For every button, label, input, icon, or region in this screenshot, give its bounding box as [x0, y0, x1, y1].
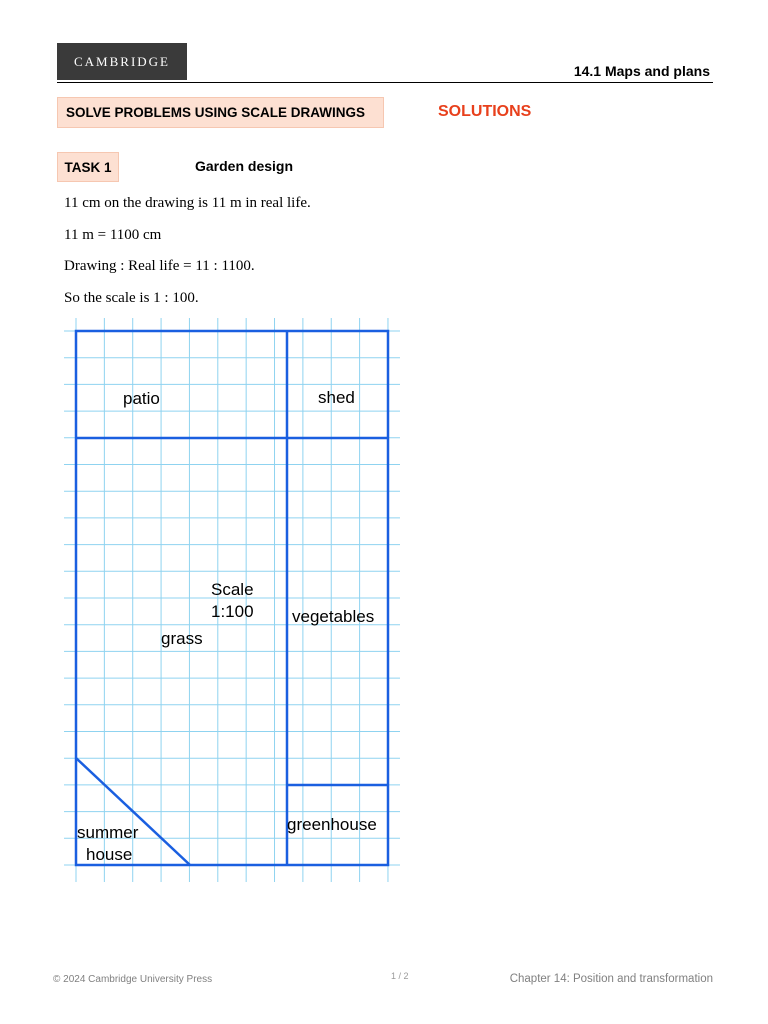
vegetables-label: vegetables	[292, 607, 375, 626]
task-title: Garden design	[195, 158, 294, 174]
footer-page-number: 1 / 2	[391, 971, 409, 981]
solution-line-2: 11 m = 1100 cm	[64, 227, 162, 243]
section-title: 14.1 Maps and plans	[573, 63, 710, 79]
task-label: TASK 1	[64, 159, 112, 175]
scale-label-line2: 1:100	[211, 602, 254, 621]
logo-text: CAMBRIDGE	[73, 53, 170, 69]
summer-house-label-line2: house	[86, 845, 133, 864]
footer-copyright: © 2024 Cambridge University Press	[53, 974, 213, 985]
solution-line-4: So the scale is 1 : 100.	[64, 290, 199, 306]
footer-chapter: Chapter 14: Position and transformation	[509, 973, 713, 985]
solution-line-1: 11 cm on the drawing is 11 m in real life.	[64, 195, 311, 211]
greenhouse-label: greenhouse	[287, 815, 377, 834]
solutions-label: SOLUTIONS	[438, 103, 532, 120]
topic-banner-text: SOLVE PROBLEMS USING SCALE DRAWINGS	[66, 105, 366, 120]
scale-label-line1: Scale	[211, 580, 254, 599]
shed-label: shed	[318, 388, 355, 407]
patio-label: patio	[123, 389, 160, 408]
grass-label: grass	[161, 629, 203, 648]
solution-line-3: Drawing : Real life = 11 : 1100.	[64, 258, 255, 274]
summer-house-label-line1: summer	[77, 823, 139, 842]
